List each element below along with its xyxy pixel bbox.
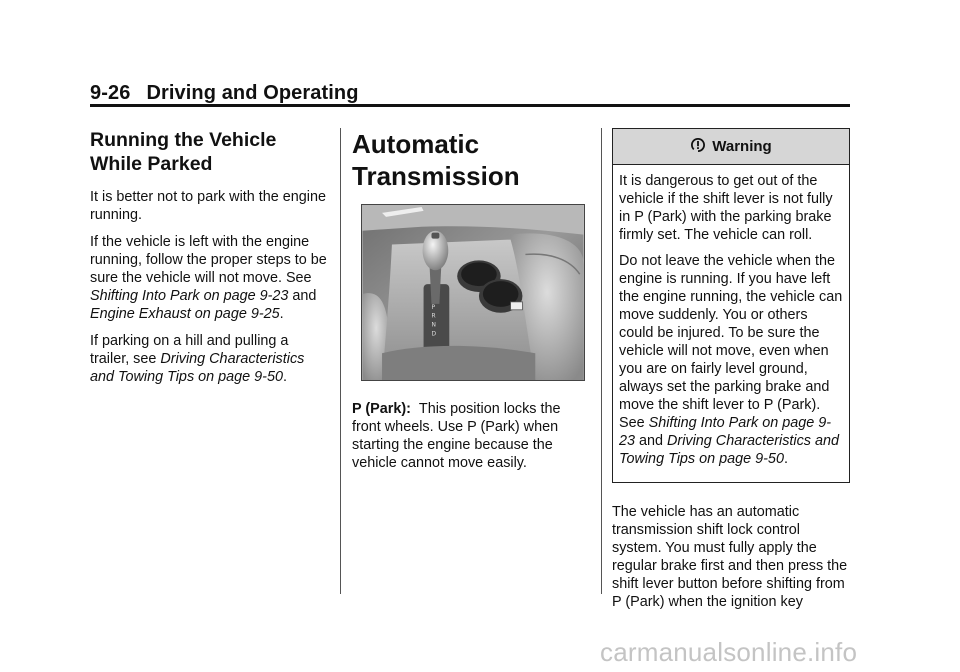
svg-text:N: N: [431, 321, 436, 329]
cross-reference-link[interactable]: Engine Exhaust on page 9-25: [90, 306, 280, 322]
cross-reference-link[interactable]: Driving Characteristics and Towing Tips on page 9-50: [90, 351, 305, 385]
header-rule: [90, 104, 850, 107]
watermark: carmanualsonline.info: [600, 637, 858, 667]
warning-title: Warning: [712, 137, 772, 155]
shift-lever-photo: [361, 204, 585, 381]
section-title: Driving and Operating: [146, 82, 359, 104]
column-automatic-transmission: [352, 128, 592, 481]
park-label: P (Park):: [352, 401, 411, 417]
page-header: [90, 82, 850, 105]
paragraph: If parking on a hill and pulling a trailer, see Driving Characteristics and Towing Tips on page 9-50.: [90, 333, 305, 385]
heading-automatic-transmission: Automatic Transmission: [352, 129, 520, 191]
svg-text:D: D: [431, 330, 437, 338]
warning-paragraph: Do not leave the vehicle when the engine is running. If you have left the engine running, the vehicle can move suddenly. You or others could be injured. To be sure the vehicle will not move, even when you are on fairly level ground, always set the parking brake and move the shift lever to P (Park). See Shifting Into Park on page 9-23 and Driving Characteristics and Towing Tips on page 9-50.: [619, 253, 843, 467]
park-description: P (Park): This position locks the front wheels. Use P (Park) when starting the engine because the vehicle cannot move easily.: [352, 401, 561, 471]
column-warning: [612, 128, 852, 620]
cross-reference-link[interactable]: Shifting Into Park on page 9-23: [619, 415, 832, 449]
column-divider-1: [340, 128, 341, 594]
warning-header: [613, 129, 849, 165]
svg-text:P: P: [431, 303, 436, 311]
heading-running-vehicle: Running the Vehicle While Parked: [90, 129, 277, 175]
cross-reference-link[interactable]: Shifting Into Park on page 9-23: [90, 288, 289, 304]
cross-reference-link[interactable]: Driving Characteristics and Towing Tips on page 9-50: [619, 433, 839, 467]
column-running-while-parked: [90, 128, 330, 395]
paragraph: If the vehicle is left with the engine running, follow the proper steps to be sure the vehicle will not move. See Shifting Into Park on page 9-23 and Engine Exhaust on page 9-25.: [90, 234, 327, 322]
paragraph: The vehicle has an automatic transmission shift lock control system. You must fully apply the regular brake first and then press the shift lever button before shifting from P (Park) when the ignition key: [612, 504, 848, 610]
page-number: 9-26: [90, 82, 131, 104]
svg-text:R: R: [431, 312, 436, 320]
warning-triangle-icon: [690, 137, 706, 153]
paragraph: It is better not to park with the engine running.: [90, 189, 326, 223]
warning-box: [612, 128, 850, 483]
warning-paragraph: It is dangerous to get out of the vehicle if the shift lever is not fully in P (Park) with the parking brake firmly set. The vehicle can roll.: [619, 173, 833, 243]
column-divider-2: [601, 128, 602, 594]
